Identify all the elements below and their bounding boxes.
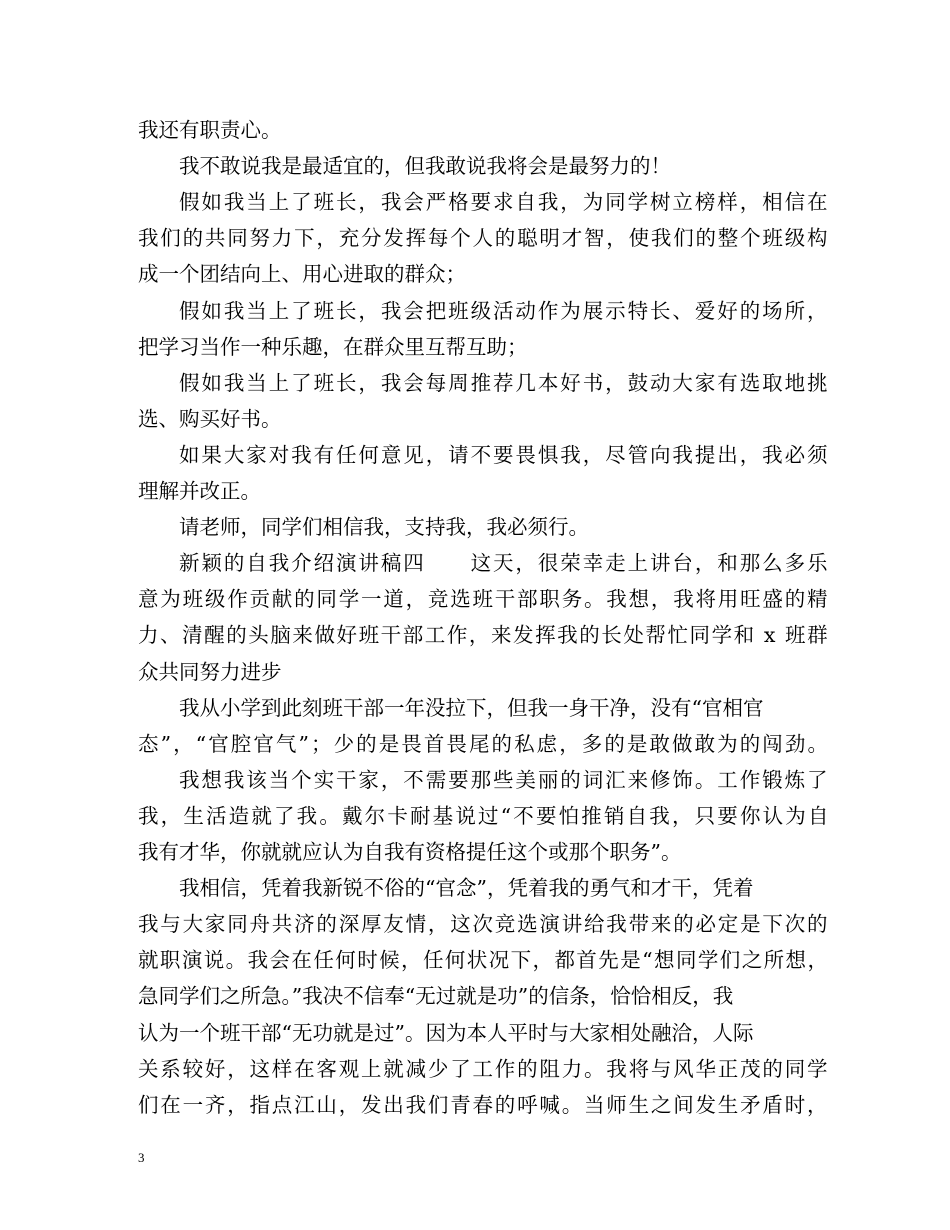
text-line: 关系较好，这样在客观上就减少了工作的阻力。我将与风华正茂的同学	[138, 1056, 830, 1081]
text-line: 理解并改正。	[138, 479, 261, 503]
text-line: 我还有职责心。	[138, 118, 282, 142]
text-line: 如果大家对我有任何意见，请不要畏惧我，尽管向我提出，我必须	[179, 442, 830, 467]
text-line: 假如我当上了班长，我会每周推荐几本好书，鼓动大家有选取地挑	[179, 370, 830, 395]
text-line: 我们的共同努力下，充分发挥每个人的聪明才智，使我们的整个班级构	[138, 226, 830, 251]
text-line: 意为班级作贡献的同学一道，竞选班干部职务。我想，我将用旺盛的精	[138, 587, 830, 612]
text-line: 把学习当作一种乐趣，在群众里互帮互助；	[138, 334, 528, 359]
text-line: 们在一齐，指点江山，发出我们青春的呼喊。当师生之间发生矛盾时，	[138, 1092, 830, 1117]
text-line: 假如我当上了班长，我会把班级活动作为展示特长、爱好的场所，	[179, 298, 830, 323]
page-number: 3	[138, 1150, 145, 1165]
text-line: 新颖的自我介绍演讲稿四 这天，很荣幸走上讲台，和那么多乐	[179, 551, 830, 576]
text-line: 态”，“官腔官气”；少的是畏首畏尾的私虑，多的是敢做敢为的闯劲。	[138, 731, 831, 756]
text-line: 我相信，凭着我新锐不俗的“官念”，凭着我的勇气和才干，凭着	[179, 876, 754, 901]
text-line: 请老师，同学们相信我，支持我，我必须行。	[179, 515, 589, 540]
text-line: 众共同努力进步	[138, 659, 282, 684]
text-line: 成一个团结向上、用心进取的群众；	[138, 262, 466, 287]
text-line: 认为一个班干部“无功就是过”。因为本人平时与大家相处融洽，人际	[138, 1020, 754, 1045]
text-line: 我与大家同舟共济的深厚友情，这次竞选演讲给我带来的必定是下次的	[138, 912, 830, 937]
text-line: 我，生活造就了我。戴尔卡耐基说过“不要怕推销自我，只要你认为自	[138, 803, 831, 828]
text-line: 我想我该当个实干家，不需要那些美丽的词汇来修饰。工作锻炼了	[179, 767, 830, 792]
text-line: 力、清醒的头脑来做好班干部工作，来发挥我的长处帮忙同学和 x 班群	[138, 623, 830, 648]
text-line: 就职演说。我会在任何时候，任何状况下，都首先是“想同学们之所想，	[138, 948, 830, 973]
text-line: 我有才华，你就就应认为自我有资格提任这个或那个职务”。	[138, 840, 682, 864]
text-line: 假如我当上了班长，我会严格要求自我，为同学树立榜样，相信在	[179, 190, 830, 215]
text-line: 我从小学到此刻班干部一年没拉下，但我一身干净，没有“官相官	[179, 695, 764, 720]
text-line: 急同学们之所急。”我决不信奉“无过就是功”的信条，恰恰相反，我	[138, 984, 734, 1009]
text-line: 我不敢说我是最适宜的，但我敢说我将会是最努力的！	[179, 154, 671, 179]
text-line: 选、购买好书。	[138, 406, 282, 431]
